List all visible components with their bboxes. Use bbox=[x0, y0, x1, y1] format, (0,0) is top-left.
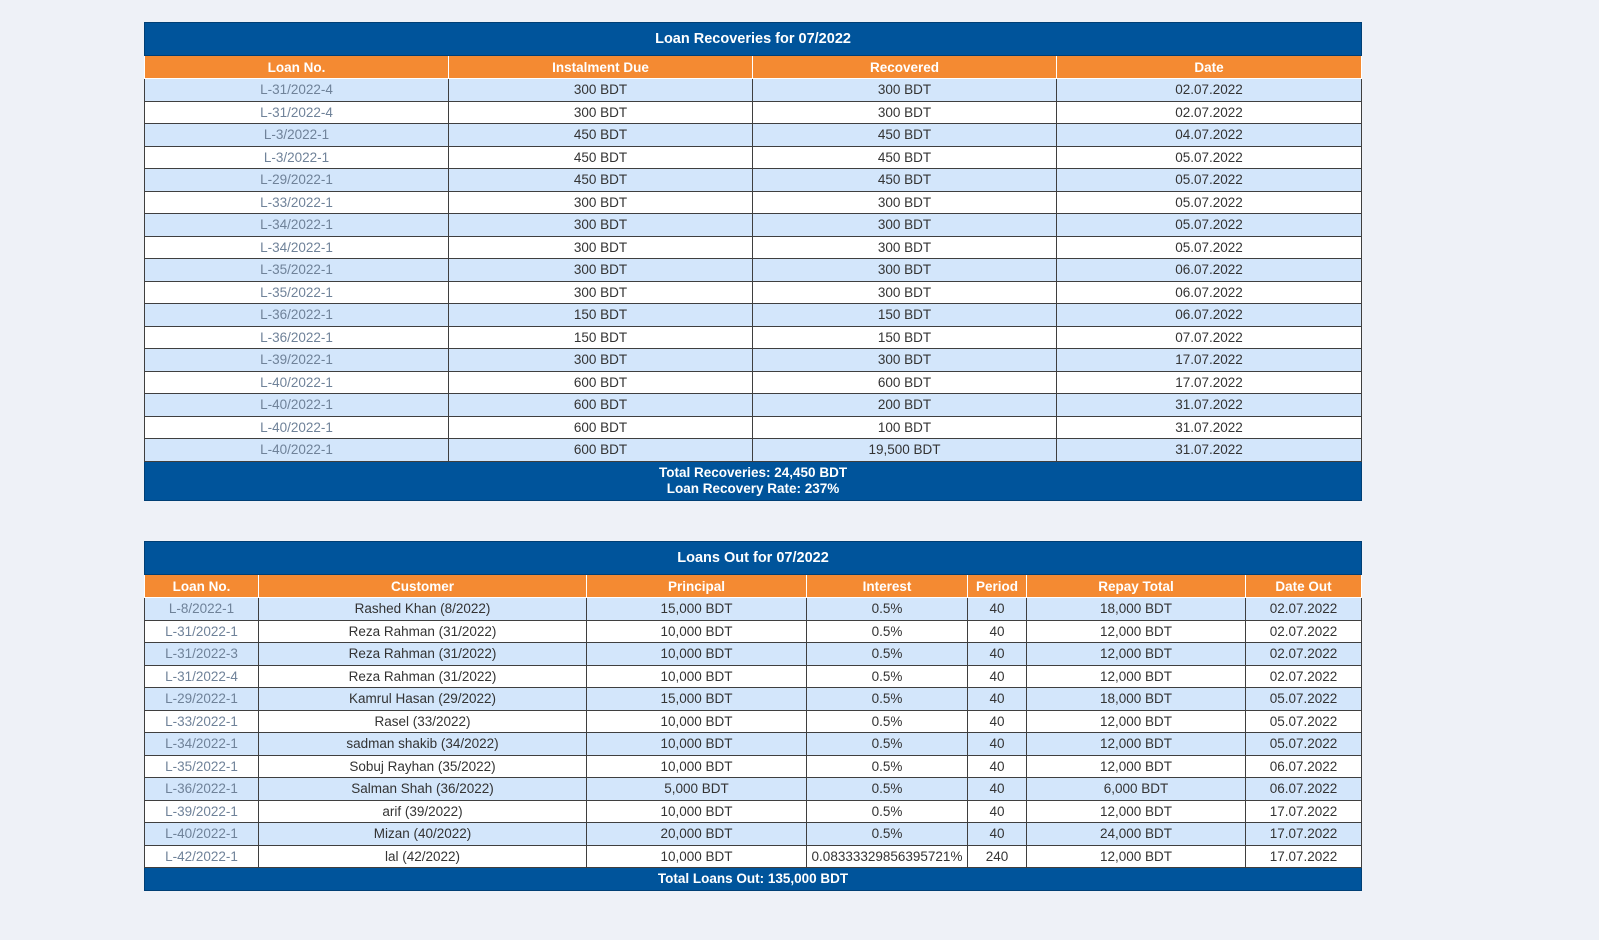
date-out-cell: 05.07.2022 bbox=[1246, 710, 1362, 733]
col-repay-total: Repay Total bbox=[1027, 575, 1246, 598]
col-loan-no: Loan No. bbox=[145, 56, 449, 79]
repay-total-cell: 18,000 BDT bbox=[1027, 598, 1246, 621]
table-row bbox=[145, 416, 1362, 439]
table-row bbox=[145, 710, 1362, 733]
instalment-due-cell: 300 BDT bbox=[449, 191, 753, 214]
principal-cell: 20,000 BDT bbox=[587, 823, 807, 846]
period-cell: 40 bbox=[968, 620, 1027, 643]
recovered-cell: 300 BDT bbox=[753, 79, 1057, 102]
recovered-cell: 450 BDT bbox=[753, 169, 1057, 192]
table-row bbox=[145, 326, 1362, 349]
repay-total-cell: 18,000 BDT bbox=[1027, 688, 1246, 711]
recovered-cell: 300 BDT bbox=[753, 281, 1057, 304]
customer-cell: Sobuj Rayhan (35/2022) bbox=[259, 755, 587, 778]
instalment-due-cell: 300 BDT bbox=[449, 349, 753, 372]
loan-no-link[interactable]: L-34/2022-1 bbox=[145, 236, 449, 259]
recovered-cell: 300 BDT bbox=[753, 101, 1057, 124]
repay-total-cell: 12,000 BDT bbox=[1027, 665, 1246, 688]
loan-no-link[interactable]: L-29/2022-1 bbox=[145, 169, 449, 192]
instalment-due-cell: 300 BDT bbox=[449, 281, 753, 304]
recovered-cell: 300 BDT bbox=[753, 259, 1057, 282]
interest-cell: 0.5% bbox=[807, 755, 968, 778]
col-instalment-due: Instalment Due bbox=[449, 56, 753, 79]
recovered-cell: 300 BDT bbox=[753, 349, 1057, 372]
loan-no-link[interactable]: L-40/2022-1 bbox=[145, 371, 449, 394]
date-cell: 06.07.2022 bbox=[1057, 259, 1362, 282]
loan-no-link[interactable]: L-40/2022-1 bbox=[145, 416, 449, 439]
table-row bbox=[145, 214, 1362, 237]
interest-cell: 0.5% bbox=[807, 643, 968, 666]
table-row bbox=[145, 304, 1362, 327]
customer-cell: Mizan (40/2022) bbox=[259, 823, 587, 846]
table-row bbox=[145, 733, 1362, 756]
table-row bbox=[145, 371, 1362, 394]
table-row bbox=[145, 620, 1362, 643]
repay-total-cell: 12,000 BDT bbox=[1027, 733, 1246, 756]
principal-cell: 10,000 BDT bbox=[587, 800, 807, 823]
instalment-due-cell: 300 BDT bbox=[449, 259, 753, 282]
col-interest: Interest bbox=[807, 575, 968, 598]
date-out-cell: 17.07.2022 bbox=[1246, 800, 1362, 823]
interest-cell: 0.5% bbox=[807, 665, 968, 688]
table-row bbox=[145, 236, 1362, 259]
instalment-due-cell: 300 BDT bbox=[449, 101, 753, 124]
period-cell: 40 bbox=[968, 598, 1027, 621]
loan-no-link[interactable]: L-34/2022-1 bbox=[145, 214, 449, 237]
interest-cell: 0.5% bbox=[807, 778, 968, 801]
instalment-due-cell: 300 BDT bbox=[449, 214, 753, 237]
interest-cell: 0.5% bbox=[807, 620, 968, 643]
principal-cell: 5,000 BDT bbox=[587, 778, 807, 801]
repay-total-cell: 12,000 BDT bbox=[1027, 800, 1246, 823]
date-cell: 02.07.2022 bbox=[1057, 79, 1362, 102]
customer-cell: lal (42/2022) bbox=[259, 845, 587, 868]
interest-cell: 0.5% bbox=[807, 800, 968, 823]
recovered-cell: 300 BDT bbox=[753, 214, 1057, 237]
instalment-due-cell: 600 BDT bbox=[449, 416, 753, 439]
customer-cell: Reza Rahman (31/2022) bbox=[259, 620, 587, 643]
interest-cell: 0.5% bbox=[807, 598, 968, 621]
customer-cell: Salman Shah (36/2022) bbox=[259, 778, 587, 801]
loan-no-link[interactable]: L-42/2022-1 bbox=[145, 845, 259, 868]
loan-no-link[interactable]: L-8/2022-1 bbox=[145, 598, 259, 621]
table-row bbox=[145, 191, 1362, 214]
loan-no-link[interactable]: L-31/2022-4 bbox=[145, 101, 449, 124]
date-cell: 04.07.2022 bbox=[1057, 124, 1362, 147]
period-cell: 40 bbox=[968, 800, 1027, 823]
table-row bbox=[145, 146, 1362, 169]
table-row bbox=[145, 169, 1362, 192]
col-period: Period bbox=[968, 575, 1027, 598]
table-row bbox=[145, 349, 1362, 372]
table-row bbox=[145, 665, 1362, 688]
repay-total-cell: 12,000 BDT bbox=[1027, 620, 1246, 643]
loan-no-link[interactable]: L-39/2022-1 bbox=[145, 800, 259, 823]
loan-no-link[interactable]: L-40/2022-1 bbox=[145, 394, 449, 417]
instalment-due-cell: 600 BDT bbox=[449, 439, 753, 462]
instalment-due-cell: 300 BDT bbox=[449, 79, 753, 102]
loan-no-link[interactable]: L-29/2022-1 bbox=[145, 688, 259, 711]
loan-no-link[interactable]: L-35/2022-1 bbox=[145, 259, 449, 282]
customer-cell: Reza Rahman (31/2022) bbox=[259, 643, 587, 666]
recovered-cell: 150 BDT bbox=[753, 326, 1057, 349]
date-cell: 17.07.2022 bbox=[1057, 371, 1362, 394]
col-date: Date bbox=[1057, 56, 1362, 79]
repay-total-cell: 12,000 BDT bbox=[1027, 845, 1246, 868]
recovered-cell: 300 BDT bbox=[753, 191, 1057, 214]
table-row bbox=[145, 394, 1362, 417]
date-cell: 07.07.2022 bbox=[1057, 326, 1362, 349]
recovered-cell: 19,500 BDT bbox=[753, 439, 1057, 462]
recovered-cell: 300 BDT bbox=[753, 236, 1057, 259]
period-cell: 40 bbox=[968, 733, 1027, 756]
total-loans-out: Total Loans Out: 135,000 BDT bbox=[145, 868, 1362, 891]
loans-out-rows bbox=[145, 598, 1362, 868]
repay-total-cell: 12,000 BDT bbox=[1027, 710, 1246, 733]
date-cell: 06.07.2022 bbox=[1057, 281, 1362, 304]
date-out-cell: 02.07.2022 bbox=[1246, 665, 1362, 688]
customer-cell: sadman shakib (34/2022) bbox=[259, 733, 587, 756]
col-date-out: Date Out bbox=[1246, 575, 1362, 598]
principal-cell: 10,000 BDT bbox=[587, 755, 807, 778]
loan-no-link[interactable]: L-34/2022-1 bbox=[145, 733, 259, 756]
loan-recoveries-table bbox=[144, 22, 1362, 501]
loan-no-link[interactable]: L-3/2022-1 bbox=[145, 124, 449, 147]
recovered-cell: 100 BDT bbox=[753, 416, 1057, 439]
date-cell: 02.07.2022 bbox=[1057, 101, 1362, 124]
date-cell: 31.07.2022 bbox=[1057, 439, 1362, 462]
loan-recovery-rate: Loan Recovery Rate: 237% bbox=[666, 480, 840, 496]
principal-cell: 15,000 BDT bbox=[587, 598, 807, 621]
recoveries-summary bbox=[145, 461, 1362, 500]
date-out-cell: 17.07.2022 bbox=[1246, 845, 1362, 868]
period-cell: 40 bbox=[968, 665, 1027, 688]
interest-cell: 0.5% bbox=[807, 733, 968, 756]
date-out-cell: 02.07.2022 bbox=[1246, 620, 1362, 643]
interest-cell: 0.5% bbox=[807, 823, 968, 846]
table-row bbox=[145, 79, 1362, 102]
loan-no-link[interactable]: L-35/2022-1 bbox=[145, 755, 259, 778]
total-recoveries: Total Recoveries: 24,450 BDT bbox=[658, 464, 848, 480]
loan-no-link[interactable]: L-36/2022-1 bbox=[145, 778, 259, 801]
col-loan-no: Loan No. bbox=[145, 575, 259, 598]
loan-no-link[interactable]: L-40/2022-1 bbox=[145, 439, 449, 462]
recovered-cell: 450 BDT bbox=[753, 124, 1057, 147]
col-recovered: Recovered bbox=[753, 56, 1057, 79]
repay-total-cell: 12,000 BDT bbox=[1027, 643, 1246, 666]
table-row bbox=[145, 643, 1362, 666]
loan-no-link[interactable]: L-31/2022-3 bbox=[145, 643, 259, 666]
instalment-due-cell: 450 BDT bbox=[449, 146, 753, 169]
loan-no-link[interactable]: L-31/2022-4 bbox=[145, 79, 449, 102]
period-cell: 40 bbox=[968, 755, 1027, 778]
table-row bbox=[145, 778, 1362, 801]
principal-cell: 10,000 BDT bbox=[587, 665, 807, 688]
date-cell: 05.07.2022 bbox=[1057, 236, 1362, 259]
recoveries-rows bbox=[145, 79, 1362, 462]
loan-no-link[interactable]: L-35/2022-1 bbox=[145, 281, 449, 304]
table-row bbox=[145, 439, 1362, 462]
interest-cell: 0.5% bbox=[807, 710, 968, 733]
instalment-due-cell: 600 BDT bbox=[449, 394, 753, 417]
date-cell: 05.07.2022 bbox=[1057, 191, 1362, 214]
date-out-cell: 17.07.2022 bbox=[1246, 823, 1362, 846]
date-out-cell: 06.07.2022 bbox=[1246, 778, 1362, 801]
instalment-due-cell: 300 BDT bbox=[449, 236, 753, 259]
date-cell: 31.07.2022 bbox=[1057, 394, 1362, 417]
date-cell: 17.07.2022 bbox=[1057, 349, 1362, 372]
loan-no-link[interactable]: L-31/2022-4 bbox=[145, 665, 259, 688]
principal-cell: 10,000 BDT bbox=[587, 845, 807, 868]
table-row bbox=[145, 281, 1362, 304]
date-out-cell: 02.07.2022 bbox=[1246, 643, 1362, 666]
period-cell: 40 bbox=[968, 643, 1027, 666]
customer-cell: Rasel (33/2022) bbox=[259, 710, 587, 733]
date-cell: 05.07.2022 bbox=[1057, 169, 1362, 192]
date-cell: 05.07.2022 bbox=[1057, 214, 1362, 237]
loan-no-link[interactable]: L-36/2022-1 bbox=[145, 326, 449, 349]
date-out-cell: 06.07.2022 bbox=[1246, 755, 1362, 778]
col-principal: Principal bbox=[587, 575, 807, 598]
date-cell: 31.07.2022 bbox=[1057, 416, 1362, 439]
customer-cell: arif (39/2022) bbox=[259, 800, 587, 823]
table-row bbox=[145, 800, 1362, 823]
principal-cell: 10,000 BDT bbox=[587, 620, 807, 643]
loan-no-link[interactable]: L-33/2022-1 bbox=[145, 710, 259, 733]
date-out-cell: 02.07.2022 bbox=[1246, 598, 1362, 621]
table-row bbox=[145, 755, 1362, 778]
loans-out-table bbox=[144, 541, 1362, 891]
recovered-cell: 450 BDT bbox=[753, 146, 1057, 169]
repay-total-cell: 24,000 BDT bbox=[1027, 823, 1246, 846]
customer-cell: Reza Rahman (31/2022) bbox=[259, 665, 587, 688]
table-row bbox=[145, 845, 1362, 868]
period-cell: 40 bbox=[968, 710, 1027, 733]
loans-out-title: Loans Out for 07/2022 bbox=[145, 542, 1362, 575]
loan-no-link[interactable]: L-3/2022-1 bbox=[145, 146, 449, 169]
loan-no-link[interactable]: L-36/2022-1 bbox=[145, 304, 449, 327]
table-row bbox=[145, 823, 1362, 846]
principal-cell: 10,000 BDT bbox=[587, 733, 807, 756]
repay-total-cell: 12,000 BDT bbox=[1027, 755, 1246, 778]
loan-no-link[interactable]: L-39/2022-1 bbox=[145, 349, 449, 372]
col-customer: Customer bbox=[259, 575, 587, 598]
loan-no-link[interactable]: L-33/2022-1 bbox=[145, 191, 449, 214]
instalment-due-cell: 150 BDT bbox=[449, 304, 753, 327]
principal-cell: 10,000 BDT bbox=[587, 710, 807, 733]
interest-cell: 0.5% bbox=[807, 688, 968, 711]
table-row bbox=[145, 598, 1362, 621]
recovered-cell: 200 BDT bbox=[753, 394, 1057, 417]
date-cell: 05.07.2022 bbox=[1057, 146, 1362, 169]
period-cell: 40 bbox=[968, 688, 1027, 711]
loan-no-link[interactable]: L-40/2022-1 bbox=[145, 823, 259, 846]
period-cell: 240 bbox=[968, 845, 1027, 868]
customer-cell: Rashed Khan (8/2022) bbox=[259, 598, 587, 621]
recoveries-title: Loan Recoveries for 07/2022 bbox=[145, 23, 1362, 56]
principal-cell: 15,000 BDT bbox=[587, 688, 807, 711]
table-row bbox=[145, 259, 1362, 282]
instalment-due-cell: 450 BDT bbox=[449, 124, 753, 147]
recovered-cell: 600 BDT bbox=[753, 371, 1057, 394]
principal-cell: 10,000 BDT bbox=[587, 643, 807, 666]
interest-cell: 0.08333329856395721% bbox=[807, 845, 968, 868]
period-cell: 40 bbox=[968, 823, 1027, 846]
date-out-cell: 05.07.2022 bbox=[1246, 688, 1362, 711]
date-out-cell: 05.07.2022 bbox=[1246, 733, 1362, 756]
date-cell: 06.07.2022 bbox=[1057, 304, 1362, 327]
loan-no-link[interactable]: L-31/2022-1 bbox=[145, 620, 259, 643]
table-row bbox=[145, 688, 1362, 711]
customer-cell: Kamrul Hasan (29/2022) bbox=[259, 688, 587, 711]
repay-total-cell: 6,000 BDT bbox=[1027, 778, 1246, 801]
recovered-cell: 150 BDT bbox=[753, 304, 1057, 327]
instalment-due-cell: 450 BDT bbox=[449, 169, 753, 192]
period-cell: 40 bbox=[968, 778, 1027, 801]
instalment-due-cell: 600 BDT bbox=[449, 371, 753, 394]
table-row bbox=[145, 124, 1362, 147]
table-row bbox=[145, 101, 1362, 124]
instalment-due-cell: 150 BDT bbox=[449, 326, 753, 349]
